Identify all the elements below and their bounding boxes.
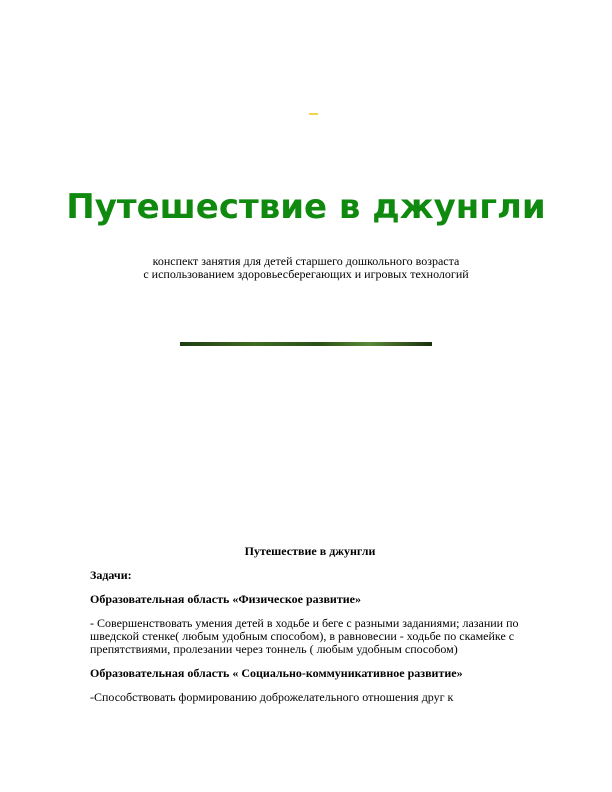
area-physical-title: Образовательная область «Физическое развитие» (90, 592, 361, 606)
cover-subtitle-line-1: конспект занятия для детей старшего дошкольного возраста (152, 254, 460, 268)
decorative-mark (309, 113, 318, 115)
area-physical-text: - Совершенствовать умения детей в ходьбе и беге с разными заданиями; лазании по шведской стенке( любым удобным способом), в равновесии - ходьбе по скамейке с препятствиями, пролезании через тоннель ( любым удобным способом) (90, 616, 519, 656)
area-social-text: -Способствовать формированию доброжелательного отношения друг к (90, 690, 454, 704)
cover-title: Путешествие в джунгли (66, 187, 546, 227)
document-body (90, 545, 530, 715)
jungle-image-strip (180, 342, 432, 346)
section-heading: Путешествие в джунгли (244, 544, 376, 558)
tasks-label: Задачи: (90, 568, 132, 582)
cover-subtitle-line-2: с использованием здоровьесберегающих и игровых технологий (143, 267, 469, 281)
cover-subtitle (0, 255, 612, 281)
area-social-title: Образовательная область « Социально-коммуникативное развитие» (90, 666, 463, 680)
